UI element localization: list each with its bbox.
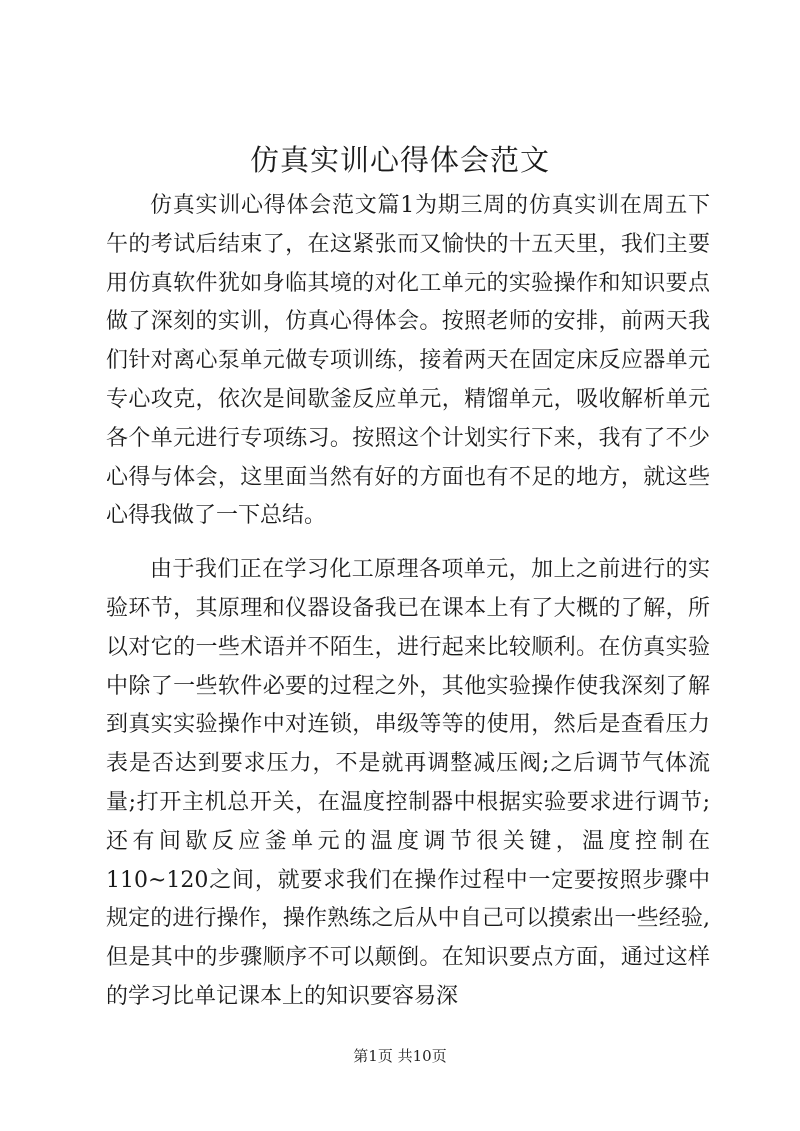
paragraph-2: 由于我们正在学习化工原理各项单元，加上之前进行的实验环节，其原理和仪器设备我已在课本上有了大概的了解，所以对它的一些术语并不陌生，进行起来比较顺利。在仿真实验中除了一些软件必要的过程之外，其他实验操作使我深刻了解到真实实验操作中对连锁，串级等等的使用，然后是查看压力表是否达到要求压力，不是就再调整减压阀;之后调节气体流量;打开主机总开关，在温度控制器中根据实验要求进行调节;还有间歇反应釜单元的温度调节很关键，温度控制在110~120之间，就要求我们在操作过程中一定要按照步骤中规定的进行操作，操作熟练之后从中自己可以摸索出一些经验,但是其中的步骤顺序不可以颠倒。在知识要点方面，通过这样的学习比单记课本上的知识要容易深 xyxy=(106,557,710,1009)
paragraph-1: 仿真实训心得体会范文篇1为期三周的仿真实训在周五下午的考试后结束了，在这紧张而又愉快的十五天里，我们主要用仿真软件犹如身临其境的对化工单元的实验操作和知识要点做了深刻的实训，仿真心得体会。按照老师的安排，前两天我们针对离心泵单元做专项训练，接着两天在固定床反应器单元专心攻克，依次是间歇釜反应单元，精馏单元，吸收解析单元各个单元进行专项练习。按照这个计划实行下来，我有了不少心得与体会，这里面当然有好的方面也有不足的地方，就这些心得我做了一下总结。 xyxy=(106,193,710,529)
document-title: 仿真实训心得体会范文 xyxy=(249,143,550,177)
page-number-footer: 第1页 共10页 xyxy=(353,1047,447,1065)
document-body xyxy=(106,187,710,1017)
